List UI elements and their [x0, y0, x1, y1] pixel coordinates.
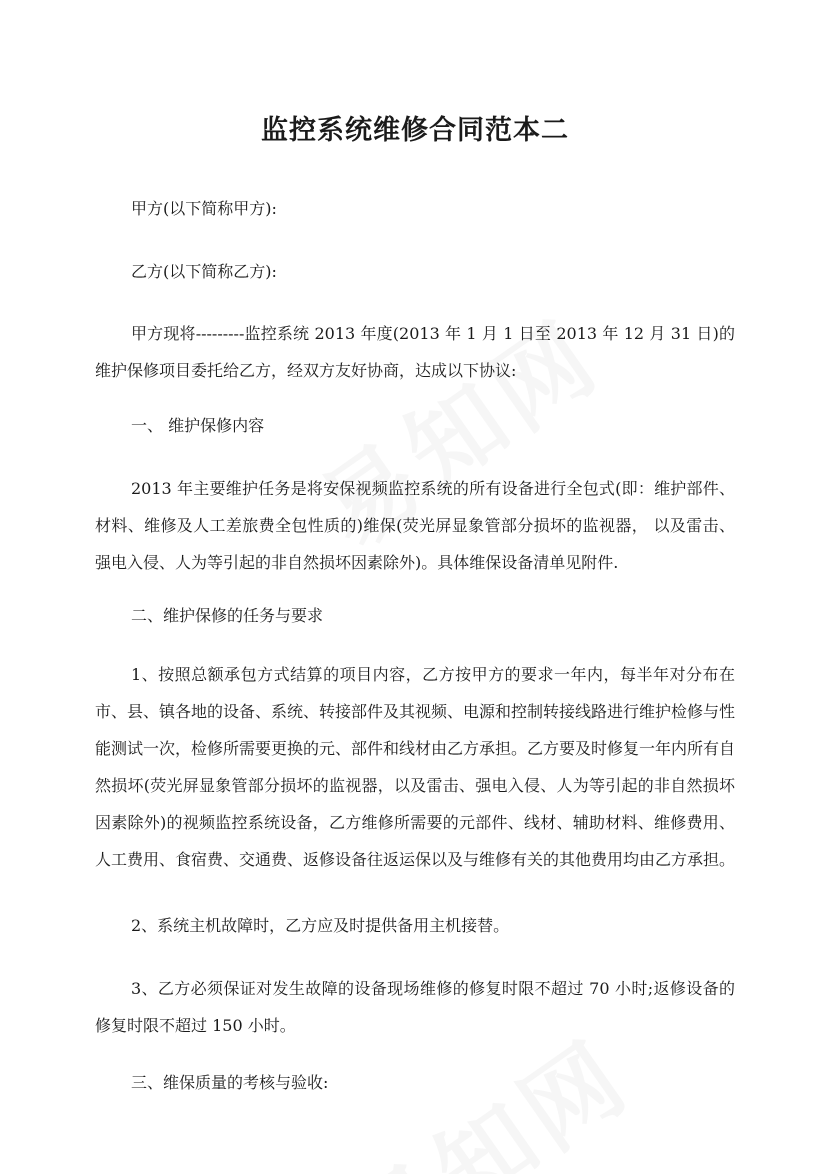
party-b-line: 乙方(以下简称乙方):: [131, 262, 277, 281]
section-heading-1: 一、 维护保修内容: [131, 416, 265, 435]
document-title: 监控系统维修合同范本二: [261, 115, 569, 146]
section-heading-3: 三、维保质量的考核与验收:: [131, 1073, 329, 1092]
intro-paragraph: 甲方现将---------监控系统 2013 年度(2013 年 1 月 1 日至 2013 年 12 月 31 日)的维护保修项目委托给乙方，经双方友好协商，达成以下协议:: [95, 324, 735, 380]
clause-1-paragraph: 1、按照总额承包方式结算的项目内容，乙方按甲方的要求一年内，每半年对分布在市、县、镇各地的设备、系统、转接部件及其视频、电源和控制转接线路进行维护检修与性能测试一次，检修所需要更换的元、部件和线材由乙方承担。乙方要及时修复一年内所有自然损坏(荧光屏显象管部分损坏的监视器，以及雷击、强电入侵、人为等引起的非自然损坏因素除外)的视频监控系统设备，乙方维修所需要的元部件、线材、辅助材料、维修费用、人工费用、食宿费、交通费、返修设备往返运保以及与维修有关的其他费用均由乙方承担。: [95, 665, 736, 869]
section-heading-2: 二、维护保修的任务与要求: [131, 606, 324, 625]
clause-3-paragraph: 3、乙方必须保证对发生故障的设备现场维修的修复时限不超过 70 小时;返修设备的修复时限不超过 150 小时。: [95, 979, 735, 1035]
section-1-paragraph: 2013 年主要维护任务是将安保视频监控系统的所有设备进行全包式(即：维护部件、材料、维修及人工差旅费全包性质的)维保(荧光屏显象管部分损坏的监视器， 以及雷击、强电入侵、人为等引起的非自然损坏因素除外)。具体维保设备清单见附件.: [95, 479, 735, 572]
party-a-line: 甲方(以下简称甲方):: [131, 199, 277, 218]
clause-2-paragraph: 2、系统主机故障时，乙方应及时提供备用主机接替。: [131, 916, 510, 935]
